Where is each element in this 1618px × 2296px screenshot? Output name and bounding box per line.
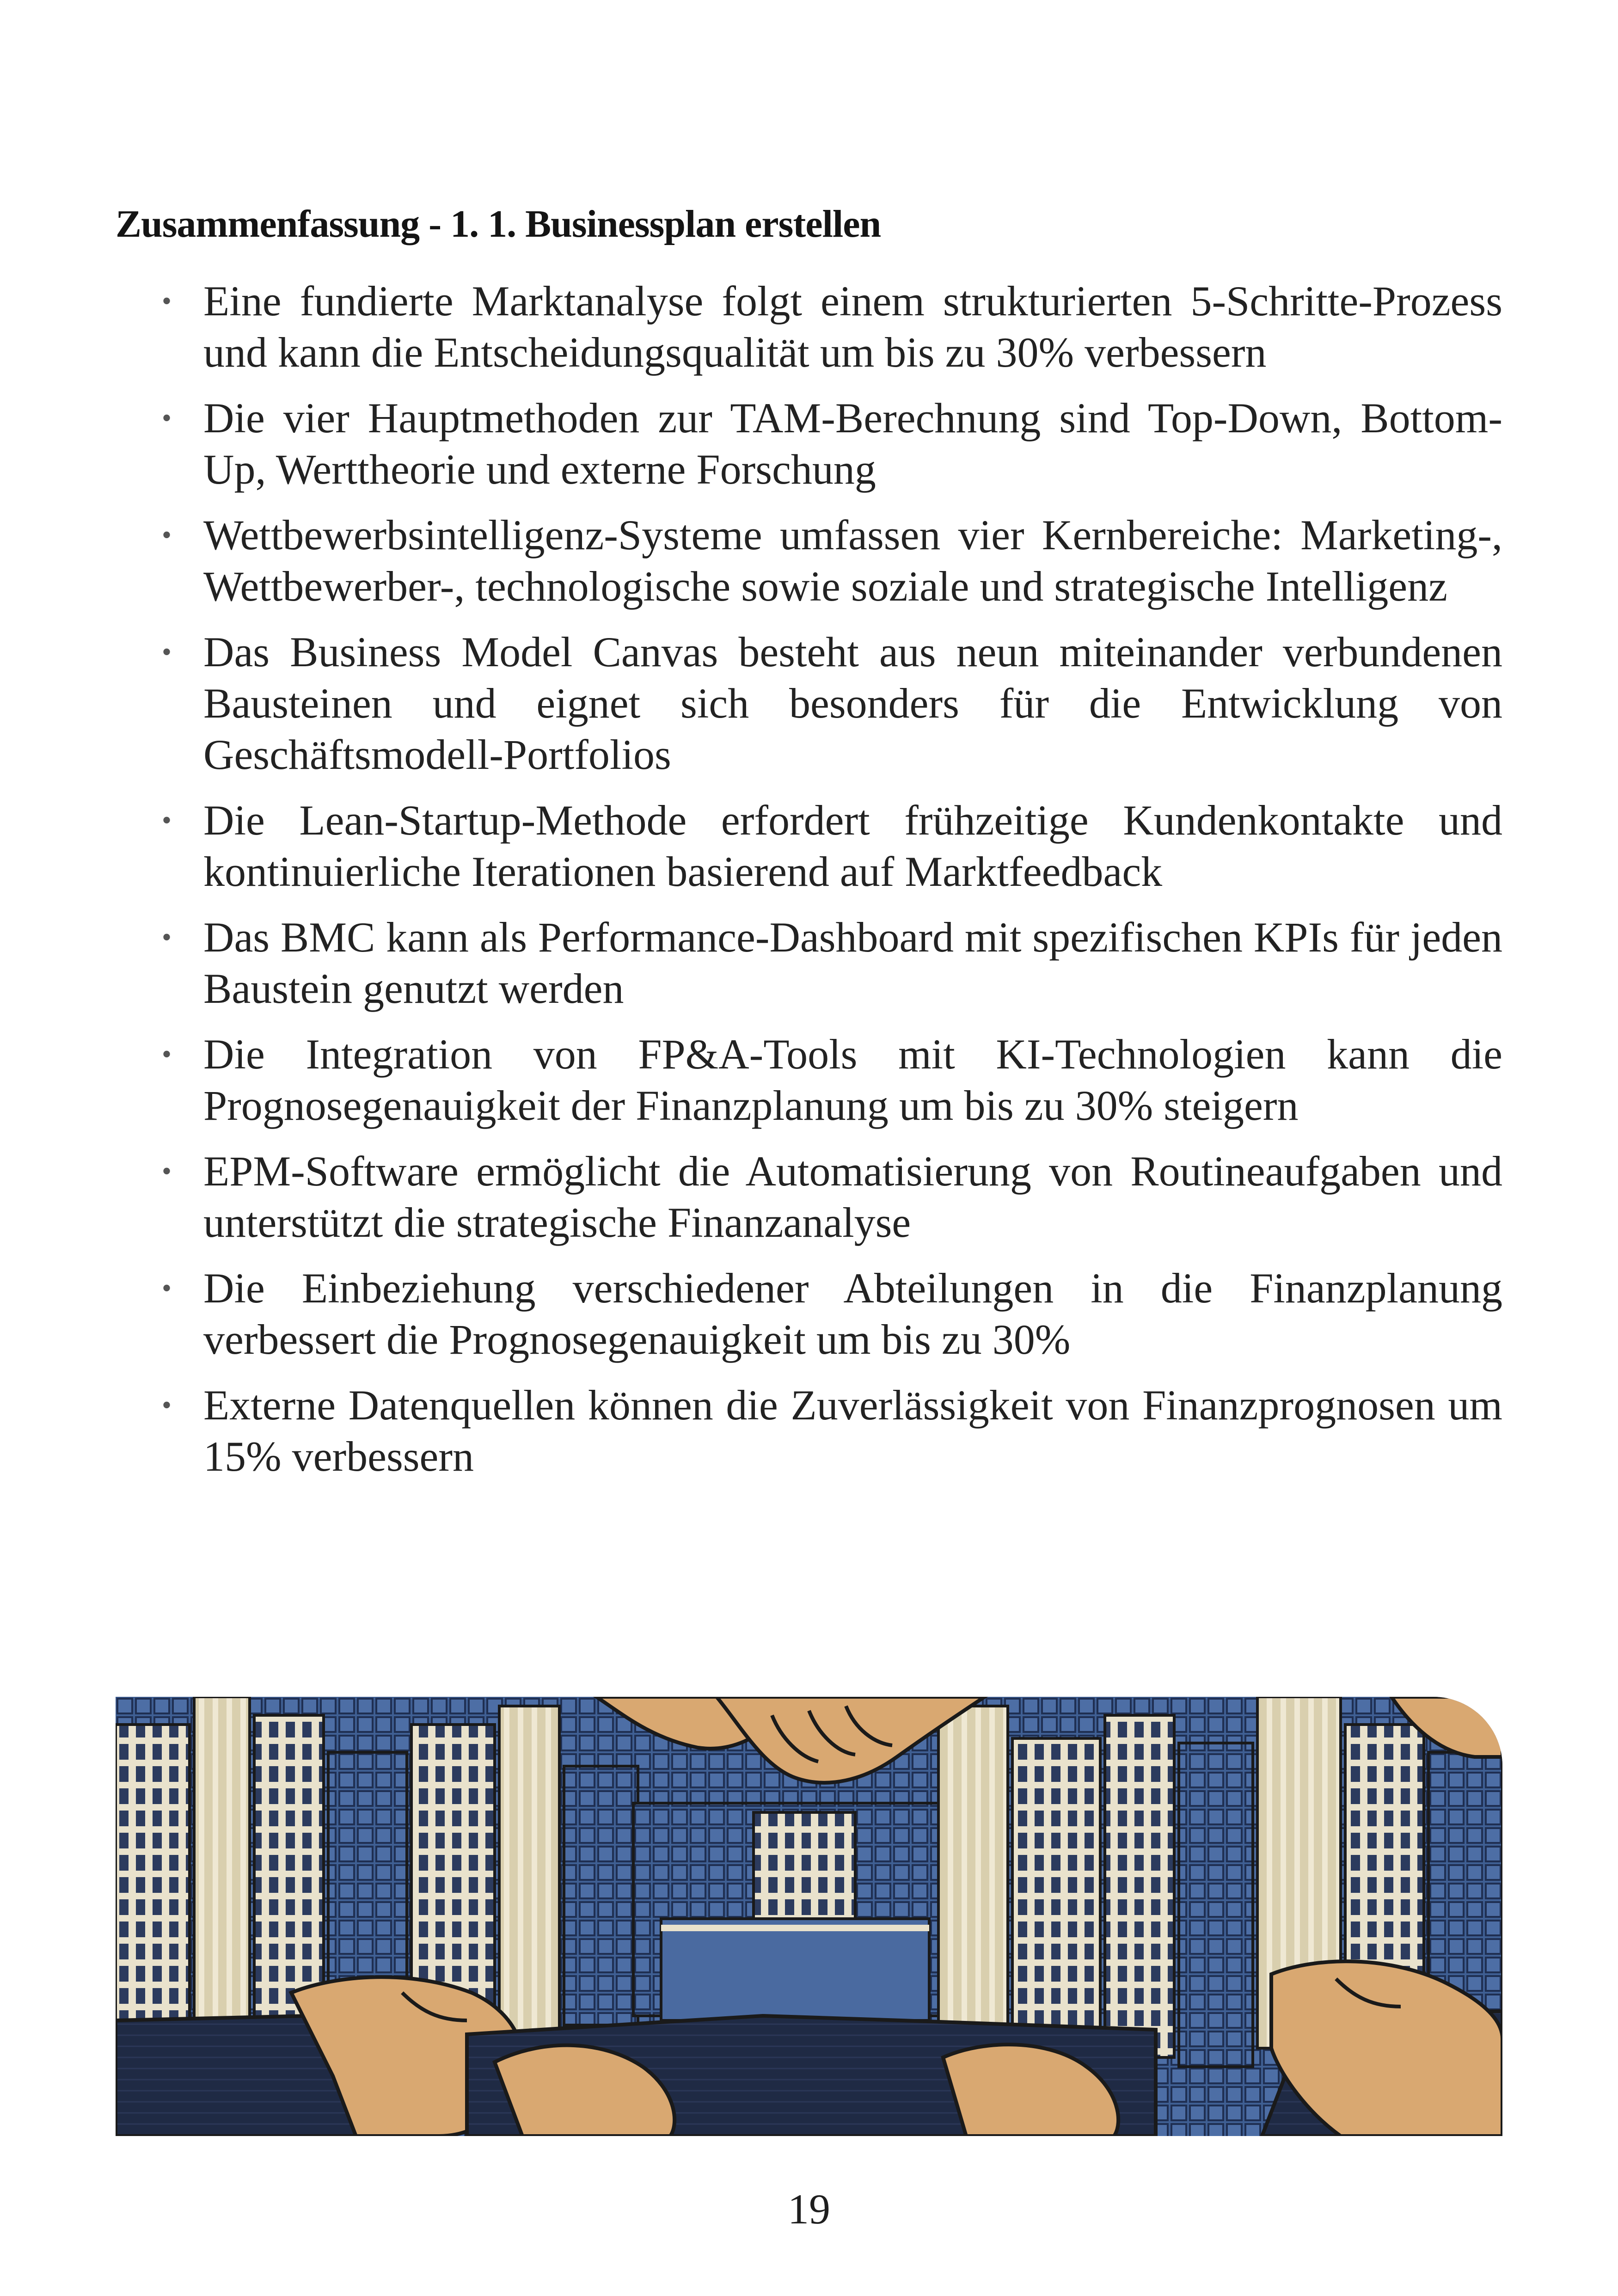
bullet-item <box>157 510 1502 612</box>
bullet-item <box>157 1263 1502 1365</box>
bullet-item <box>157 1380 1502 1482</box>
bullet-text: EPM-Software ermöglicht die Automatisierung von Routineaufgaben und unterstützt die strategische Finanzanalyse <box>203 1148 1502 1246</box>
bullet-item <box>157 1146 1502 1248</box>
summary-bullet-list <box>157 276 1502 1497</box>
page-heading: Zusammenfassung - 1. 1. Businessplan erstellen <box>116 203 881 246</box>
bullet-item <box>157 276 1502 378</box>
bullet-dot: • <box>162 1039 172 1069</box>
center-building-group <box>633 1803 957 2020</box>
bullet-item <box>157 912 1502 1014</box>
bullet-item <box>157 795 1502 897</box>
bullet-text: Die Einbeziehung verschiedener Abteilungen in die Finanzplanung verbessert die Prognosegenauigkeit um bis zu 30% <box>203 1265 1502 1363</box>
bullet-dot: • <box>162 805 172 835</box>
bullet-item <box>157 393 1502 495</box>
bullet-text: Das BMC kann als Performance-Dashboard mit spezifischen KPIs für jeden Baustein genutzt werden <box>203 914 1502 1012</box>
bullet-dot: • <box>162 403 172 433</box>
bullet-text: Wettbewerbsintelligenz-Systeme umfassen vier Kernbereiche: Marketing-, Wettbewerber-, technologische sowie soziale und strategische Intelligenz <box>203 511 1502 610</box>
bullet-item <box>157 626 1502 780</box>
handshake-cityscape-illustration <box>116 1697 1502 2136</box>
bullet-text: Die Integration von FP&A-Tools mit KI-Technologien kann die Prognosegenauigkeit der Finanzplanung um bis zu 30% steigern <box>203 1031 1502 1129</box>
illustration-canvas <box>116 1697 1502 2136</box>
bullet-dot: • <box>162 520 172 550</box>
bullet-text: Eine fundierte Marktanalyse folgt einem strukturierten 5-Schritte-Prozess und kann die Entscheidungsqualität um bis zu 30% verbessern <box>203 277 1502 376</box>
bullet-dot: • <box>162 922 172 952</box>
bullet-dot: • <box>162 1390 172 1420</box>
bullet-text: Externe Datenquellen können die Zuverlässigkeit von Finanzprognosen um 15% verbessern <box>203 1381 1502 1480</box>
bottom-hand-center <box>467 2016 1156 2136</box>
page-number: 19 <box>788 2185 830 2233</box>
bullet-item <box>157 1029 1502 1131</box>
bullet-dot: • <box>162 286 172 316</box>
bullet-dot: • <box>162 1273 172 1303</box>
bullet-dot: • <box>162 1156 172 1186</box>
bullet-dot: • <box>162 637 172 667</box>
bullet-text: Die Lean-Startup-Methode erfordert frühzeitige Kundenkontakte und kontinuierliche Iterationen basierend auf Marktfeedback <box>203 797 1502 895</box>
bullet-text: Die vier Hauptmethoden zur TAM-Berechnung sind Top-Down, Bottom-Up, Werttheorie und externe Forschung <box>203 394 1502 493</box>
bullet-text: Das Business Model Canvas besteht aus neun miteinander verbundenen Bausteinen und eignet sich besonders für die Entwicklung von Geschäftsmodell-Portfolios <box>203 628 1502 778</box>
